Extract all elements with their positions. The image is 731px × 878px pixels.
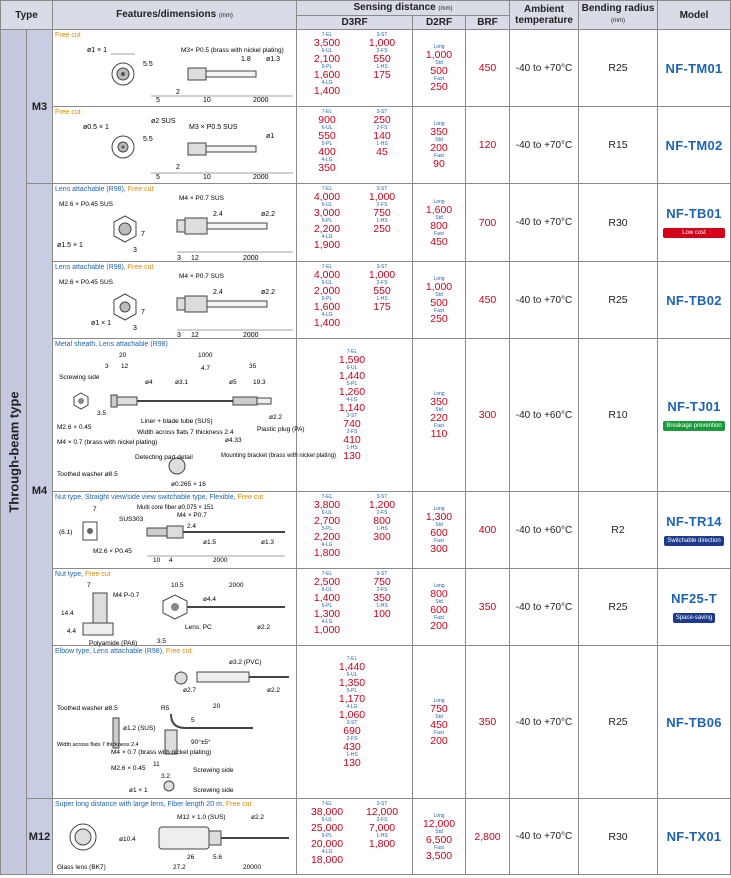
svg-text:12: 12 [191, 332, 199, 339]
svg-text:5: 5 [156, 174, 160, 181]
svg-text:7: 7 [87, 582, 91, 589]
svg-text:2000: 2000 [213, 557, 228, 564]
svg-text:R5: R5 [161, 705, 170, 712]
svg-text:Screwing side: Screwing side [193, 787, 234, 794]
svg-text:10: 10 [203, 97, 211, 104]
svg-text:20000: 20000 [243, 864, 262, 871]
svg-text:Width across flats 7 thickness: Width across flats 7 thickness 2.4 [57, 742, 139, 748]
brf-value: 120 [466, 107, 510, 184]
svg-text:ø2.2: ø2.2 [261, 289, 276, 296]
svg-text:M4 × 0.7 (brass with nickel pl: M4 × 0.7 (brass with nickel plating) [111, 749, 212, 756]
model-cell [658, 262, 731, 339]
svg-text:2000: 2000 [253, 174, 269, 181]
table-row [1, 799, 731, 875]
model-name: NF-TB02 [666, 292, 722, 308]
svg-text:10.5: 10.5 [171, 582, 184, 589]
svg-text:M4 P-0.7: M4 P-0.7 [113, 592, 140, 599]
feature-title: Nut type, Straight view/side view switchable type, Flexible, Free cut [55, 494, 264, 501]
d3rf-single: 7-EL 1,440 6-UL 1,350 5-PL 1,170 4-LG 1,060 3-ST 690 2-FS 430 1-HS 130 [338, 656, 366, 769]
features-cell [53, 30, 297, 107]
d3rf-right: 3-ST 1,000 2-FS 550 1-HS 175 [368, 32, 396, 81]
brf-value: 350 [466, 646, 510, 799]
d3rf-cell: 7-EL 3,800 6-UL 2,700 5-PL 2,200 4-LG 1,800 3-ST 1,200 2-FS 800 1-HS 300 [297, 492, 413, 569]
header-model: Model [658, 1, 731, 30]
svg-text:3: 3 [105, 363, 109, 370]
d3rf-cell [297, 30, 413, 107]
svg-text:(8.1): (8.1) [59, 529, 73, 536]
model-cell [658, 799, 731, 875]
svg-text:10: 10 [153, 557, 161, 564]
model-cell [658, 492, 731, 569]
table-row [1, 184, 731, 262]
model-name: NF-TX01 [666, 829, 722, 844]
svg-text:4: 4 [169, 557, 173, 564]
d3rf-left: 7-EL 3,500 6-UL 2,100 5-PL 1,600 4-LG 1,400 [313, 32, 341, 97]
brf-value: 2,800 [466, 799, 510, 875]
svg-text:ø2.2: ø2.2 [261, 211, 276, 218]
model-cell [658, 30, 731, 107]
svg-text:ø1 × 1: ø1 × 1 [91, 320, 112, 327]
svg-text:12: 12 [191, 255, 199, 262]
feature-title: Nut type, Free cut [55, 571, 111, 578]
ambient-temperature: -40 to +70°C [510, 799, 579, 875]
size-m4: M4 [27, 184, 53, 799]
svg-text:Glass lens (BK7): Glass lens (BK7) [57, 864, 106, 871]
svg-text:ø1.3: ø1.3 [266, 56, 281, 63]
svg-text:ø3.1: ø3.1 [175, 379, 189, 386]
ambient-temperature: -40 to +70°C [510, 184, 579, 262]
status-badge: Switchable direction [664, 536, 723, 546]
svg-text:ø4.33: ø4.33 [225, 437, 242, 444]
svg-text:ø0.265 × 16: ø0.265 × 16 [171, 481, 206, 488]
svg-text:3.5: 3.5 [97, 410, 107, 417]
svg-text:3: 3 [177, 332, 181, 339]
table-row [1, 569, 731, 646]
features-cell [53, 107, 297, 184]
svg-text:Mounting bracket (brass with n: Mounting bracket (brass with nickel plating) [221, 453, 337, 459]
size-m3: M3 [27, 30, 53, 184]
dimension-drawing [53, 811, 297, 874]
header-d3rf: D3RF [297, 16, 413, 30]
bending-radius: R10 [579, 339, 658, 492]
svg-text:1000: 1000 [198, 352, 213, 359]
header-ambient: Ambient temperature [510, 1, 579, 30]
header-d2rf: D2RF [413, 16, 466, 30]
svg-text:2.4: 2.4 [187, 523, 197, 530]
features-cell [53, 799, 297, 875]
d3rf-cell: 7-EL 4,000 6-UL 3,000 5-PL 2,200 4-LG 1,900 3-ST 1,000 2-FS 750 1-HS 250 [297, 184, 413, 262]
svg-text:3.5: 3.5 [157, 638, 167, 645]
features-cell [53, 339, 337, 492]
svg-text:3: 3 [133, 325, 137, 332]
svg-text:ø2.2: ø2.2 [257, 624, 271, 631]
svg-text:2000: 2000 [243, 332, 259, 339]
svg-text:4.4: 4.4 [67, 628, 77, 635]
table-row [1, 339, 731, 492]
svg-text:Liner + blade tube (SUS): Liner + blade tube (SUS) [141, 418, 213, 425]
svg-text:Screwing side: Screwing side [193, 767, 234, 774]
model-cell [658, 107, 731, 184]
svg-text:ø1.5 × 1: ø1.5 × 1 [57, 242, 83, 249]
svg-text:Plastic plug (PA): Plastic plug (PA) [257, 426, 305, 433]
brf-value: 450 [466, 30, 510, 107]
features-cell [53, 646, 297, 799]
d2rf-cell: Long 12,000 Std 6,500 Fast 3,500 [413, 799, 466, 875]
svg-text:2: 2 [176, 164, 180, 171]
svg-text:M12 × 1.0 (SUS): M12 × 1.0 (SUS) [177, 814, 226, 821]
features-cell [53, 569, 297, 646]
d3rf-cell: 7-EL 4,000 6-UL 2,000 5-PL 1,600 4-LG 1,400 3-ST 1,000 2-FS 550 1-HS 175 [297, 262, 413, 339]
svg-text:M2.6 × P0.45: M2.6 × P0.45 [93, 548, 132, 555]
ambient-temperature: -40 to +70°C [510, 569, 579, 646]
ambient-temperature: -40 to +60°C [510, 339, 579, 492]
svg-text:M3 × P0.5 SUS: M3 × P0.5 SUS [189, 124, 238, 131]
svg-text:14.4: 14.4 [61, 610, 74, 617]
feature-title: Elbow type, Lens attachable (R98), Free cut [55, 648, 192, 655]
table-row [1, 107, 731, 184]
dimension-drawing [53, 119, 297, 183]
svg-text:ø4.4: ø4.4 [203, 596, 217, 603]
svg-text:ø10.4: ø10.4 [119, 836, 136, 843]
bending-radius: R25 [579, 262, 658, 339]
svg-text:Toothed washer ø8.5: Toothed washer ø8.5 [57, 705, 118, 712]
type-label: Through-beam type [6, 391, 21, 513]
model-name: NF-TJ01 [667, 398, 721, 414]
bending-radius: R25 [579, 569, 658, 646]
svg-text:11: 11 [153, 761, 160, 768]
svg-text:M2.6 × 0.45: M2.6 × 0.45 [111, 765, 146, 772]
svg-text:5: 5 [156, 97, 160, 104]
dimension-drawing [53, 658, 297, 798]
dimension-drawing [53, 581, 297, 645]
model-name: NF-TM01 [665, 60, 723, 76]
d2rf-cell: Long 350 Std 220 Fast 110 [413, 339, 466, 492]
svg-text:ø2 SUS: ø2 SUS [151, 118, 176, 125]
dimension-drawing [53, 351, 337, 491]
ambient-temperature: -40 to +60°C [510, 492, 579, 569]
bending-radius: R30 [579, 184, 658, 262]
ambient-temperature: -40 to +70°C [510, 646, 579, 799]
svg-text:35: 35 [249, 363, 257, 370]
svg-text:M3× P0.5 (brass with nickel pl: M3× P0.5 (brass with nickel plating) [181, 47, 284, 54]
header-features: Features/dimensions (mm) [53, 1, 297, 30]
d3rf-single: 7-EL 1,590 6-UL 1,440 5-PL 1,260 4-LG 1,140 3-ST 740 2-FS 410 1-HS 130 [338, 349, 366, 462]
d3rf-cell: 7-EL 2,500 6-UL 1,400 5-PL 1,300 4-LG 1,000 3-ST 750 2-FS 350 1-HS 100 [297, 569, 413, 646]
svg-text:26: 26 [187, 854, 195, 861]
model-name: NF-TR14 [666, 513, 722, 529]
svg-text:27.2: 27.2 [173, 864, 186, 871]
brf-value: 300 [466, 339, 510, 492]
brf-value: 400 [466, 492, 510, 569]
d2rf-cell: Long 1,300 Std 600 Fast 300 [413, 492, 466, 569]
d2rf-cell: Long 800 Std 600 Fast 200 [413, 569, 466, 646]
svg-text:10: 10 [203, 174, 211, 181]
svg-text:ø2.7: ø2.7 [183, 687, 197, 694]
svg-text:3: 3 [177, 255, 181, 262]
d3rf-cell [297, 646, 413, 799]
d3rf-cell: 7-EL 38,000 6-UL 25,000 5-PL 20,000 4-LG 18,000 3-ST 12,000 2-FS 7,000 1-HS 1,800 [297, 799, 413, 875]
svg-text:5: 5 [191, 717, 195, 724]
svg-text:ø1.3: ø1.3 [261, 539, 275, 546]
brf-value: 450 [466, 262, 510, 339]
svg-text:Detecting part detail: Detecting part detail [135, 454, 193, 461]
svg-text:ø0.5 × 1: ø0.5 × 1 [83, 124, 109, 131]
svg-text:Toothed washer ø8.5: Toothed washer ø8.5 [57, 471, 118, 478]
feature-title: Lens attachable (R98), Free cut [55, 264, 154, 271]
svg-text:M4 × P0.7 SUS: M4 × P0.7 SUS [179, 273, 224, 280]
svg-text:7: 7 [93, 506, 97, 513]
bending-radius: R2 [579, 492, 658, 569]
model-cell [658, 339, 731, 492]
svg-text:2000: 2000 [243, 255, 259, 262]
model-name: NF-TM02 [665, 137, 723, 153]
brf-value: 350 [466, 569, 510, 646]
svg-text:7: 7 [141, 309, 145, 316]
svg-text:4.7: 4.7 [201, 365, 211, 372]
svg-text:3: 3 [133, 247, 137, 254]
model-cell [658, 184, 731, 262]
bending-radius: R15 [579, 107, 658, 184]
svg-text:Width across flats 7 thickness: Width across flats 7 thickness 2.4 [137, 429, 234, 436]
svg-text:M4 × 0.7 (brass with nickel pl: M4 × 0.7 (brass with nickel plating) [57, 439, 158, 446]
feature-title: Free cut [55, 109, 81, 116]
dimension-drawing [53, 504, 297, 568]
svg-text:M2.6 × P0.45 SUS: M2.6 × P0.45 SUS [59, 279, 114, 286]
ambient-temperature: -40 to +70°C [510, 262, 579, 339]
svg-text:SUS303: SUS303 [119, 516, 144, 523]
svg-text:M2.6 × 0.45: M2.6 × 0.45 [57, 424, 92, 431]
header-brf: BRF [466, 16, 510, 30]
svg-text:ø1: ø1 [266, 133, 275, 140]
svg-text:90°±5°: 90°±5° [191, 739, 211, 746]
d3rf-cell [297, 339, 413, 492]
svg-text:2: 2 [176, 89, 180, 96]
feature-title: Super long distance with large lens, Fiber length 20 m, Free cut [55, 801, 252, 808]
svg-text:M4 × P0.7 SUS: M4 × P0.7 SUS [179, 195, 224, 202]
svg-text:ø1 × 1: ø1 × 1 [87, 47, 108, 54]
features-cell [53, 184, 297, 262]
ambient-temperature: -40 to +70°C [510, 30, 579, 107]
svg-text:2000: 2000 [229, 582, 244, 589]
status-badge: Space-saving [673, 613, 715, 623]
svg-text:ø1.2 (SUS): ø1.2 (SUS) [123, 725, 156, 732]
svg-text:ø2.2: ø2.2 [269, 414, 283, 421]
ambient-temperature: -40 to +70°C [510, 107, 579, 184]
d2rf-cell: Long 750 Std 450 Fast 200 [413, 646, 466, 799]
svg-text:3.2: 3.2 [161, 773, 171, 780]
svg-text:12: 12 [121, 363, 129, 370]
svg-text:Polyamide (PA6): Polyamide (PA6) [89, 640, 138, 647]
model-name: NF-TB01 [666, 206, 722, 221]
svg-text:20: 20 [119, 352, 127, 359]
d2rf-cell: Long 1,600 Std 800 Fast 450 [413, 184, 466, 262]
brf-value: 700 [466, 184, 510, 262]
model-name: NF-TB06 [666, 714, 722, 730]
header-bending: Bending radius (mm) [579, 1, 658, 30]
svg-text:ø4: ø4 [145, 379, 153, 386]
svg-text:Multi core fiber ø0.075 × 151: Multi core fiber ø0.075 × 151 [137, 505, 214, 511]
size-m12: M12 [27, 799, 53, 875]
features-cell [53, 262, 297, 339]
table-row [1, 646, 731, 799]
dimension-drawing [53, 42, 297, 106]
svg-text:5.6: 5.6 [213, 854, 223, 861]
bending-radius: R25 [579, 646, 658, 799]
table-row [1, 30, 731, 107]
svg-text:M2.6 × P0.45 SUS: M2.6 × P0.45 SUS [59, 201, 114, 208]
feature-title: Lens attachable (R98), Free cut [55, 186, 154, 193]
header-type: Type [1, 1, 53, 30]
model-cell [658, 646, 731, 799]
status-badge: Low cost [663, 228, 725, 238]
d2rf-cell: Long 1,000 Std 500 Fast 250 [413, 262, 466, 339]
feature-title: Free cut [55, 32, 81, 39]
type-cell [1, 30, 27, 875]
dimension-drawing [53, 274, 297, 338]
svg-text:1.8: 1.8 [241, 56, 251, 63]
svg-text:Screwing side: Screwing side [59, 374, 100, 381]
svg-text:ø1.5: ø1.5 [203, 539, 217, 546]
d2rf-cell: Long 350 Std 200 Fast 90 [413, 107, 466, 184]
features-cell [53, 492, 297, 569]
table-row [1, 262, 731, 339]
svg-text:2.4: 2.4 [213, 289, 223, 296]
svg-text:7: 7 [141, 231, 145, 238]
table-row [1, 492, 731, 569]
svg-text:M4 × P0.7: M4 × P0.7 [177, 512, 207, 519]
svg-text:ø2.2: ø2.2 [267, 687, 281, 694]
status-badge: Breakage prevention [663, 421, 724, 431]
svg-text:20: 20 [213, 703, 221, 710]
bending-radius: R30 [579, 799, 658, 875]
svg-text:Lens: PC: Lens: PC [185, 624, 212, 631]
dimension-drawing [53, 196, 297, 261]
svg-text:19.3: 19.3 [253, 379, 266, 386]
svg-text:ø5: ø5 [229, 379, 237, 386]
d3rf-cell: 7-EL 900 6-UL 550 5-PL 400 4-LG 350 3-ST 250 2-FS 140 1-HS 45 [297, 107, 413, 184]
svg-text:5.5: 5.5 [143, 61, 153, 68]
header-sensing: Sensing distance (mm) [297, 1, 510, 16]
svg-text:2000: 2000 [253, 97, 269, 104]
svg-text:5.5: 5.5 [143, 136, 153, 143]
svg-text:ø1 × 1: ø1 × 1 [129, 787, 148, 794]
model-name: NF25-T [671, 590, 717, 606]
svg-text:ø3.2 (PVC): ø3.2 (PVC) [229, 659, 262, 666]
model-cell [658, 569, 731, 646]
bending-radius: R25 [579, 30, 658, 107]
svg-text:ø2.2: ø2.2 [251, 814, 265, 821]
feature-title: Metal sheath, Lens attachable (R98) [55, 341, 168, 348]
d2rf-cell: Long 1,000 Std 500 Fast 250 [413, 30, 466, 107]
svg-text:2.4: 2.4 [213, 211, 223, 218]
